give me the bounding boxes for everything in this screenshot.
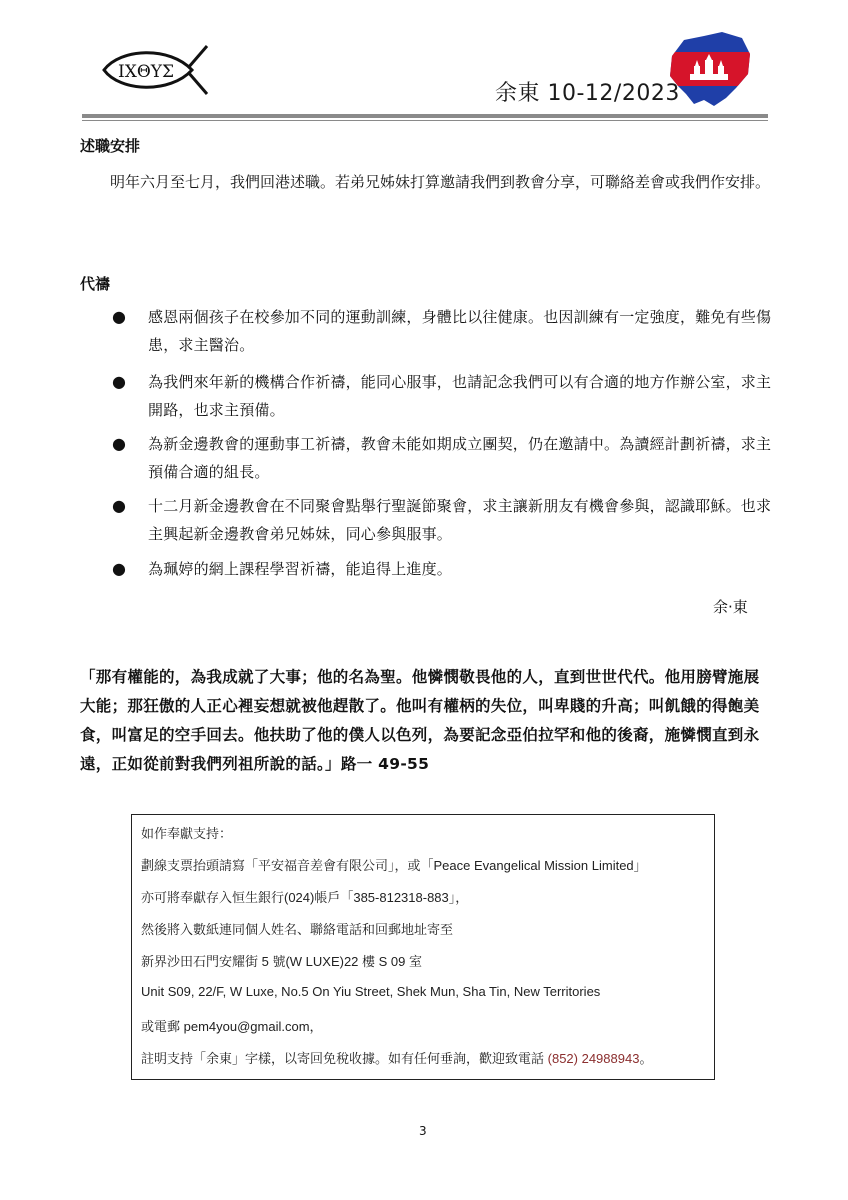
prayer-item-text: 為我們來年新的機構合作祈禱，能同心服事，也請記念我們可以有合適的地方作辦公室，求主開路，也求主預備。 [148,373,772,419]
prayer-item-text: 為珮婷的網上課程學習祈禱，能追得上進度。 [148,560,453,578]
page-number: 3 [419,1124,427,1138]
bullet-icon: ● [112,496,126,515]
prayer-item-text: 十二月新金邊教會在不同聚會點舉行聖誕節聚會，求主讓新朋友有機會參與，認識耶穌。也求主興起新金邊教會弟兄姊妹，同心參與服事。 [148,497,772,543]
address-english: Unit S09, 22/F, W Luxe, No.5 On Yiu Street, Shek Mun, Sha Tin, New Territories [141,984,601,999]
receipt-note [141,1048,652,1067]
bank-account: 亦可將奉獻存入恒生銀行(024)帳戶「385-812318-883」， [141,890,469,905]
ichthys-fish-icon [100,44,210,96]
furlough-paragraph: 明年六月至七月，我們回港述職。若弟兄姊妹打算邀請我們到教會分享，可聯絡差會或我們作安排。 [110,173,771,191]
bullet-icon: ● [112,307,126,326]
donation-intro: 如作奉獻支持： [141,826,233,841]
prayer-item [112,368,772,424]
logo-text: ΙΧΘΥΣ [118,62,174,82]
donation-info-box [131,814,715,1080]
prayer-item [112,430,772,486]
email-line: 或電郵 pem4you@gmail.com， [141,1019,323,1034]
cheque-payee: 劃線支票抬頭請寫「平安福音差會有限公司」，或「Peace Evangelical Mission Limited」 [141,858,647,873]
scripture-quote: 「那有權能的，為我成就了大事；他的名為聖。他憐憫敬畏他的人，直到世世代代。他用膀臂施展大能；那狂傲的人正心裡妄想就被他趕散了。他叫有權柄的失位，叫卑賤的升高；叫飢餓的得飽美食，叫富足的空手回去。他扶助了他的僕人以色列，為要記念亞伯拉罕和他的後裔，施憐憫直到永遠，正如從前對我們列祖所說的話。」路一 49-55 [80,668,760,773]
receipt-note-text: 註明支持「余東」字樣，以寄回免稅收據。如有任何垂詢，歡迎致電話 [141,1051,545,1066]
address-chinese: 新界沙田石門安耀街 5 號(W LUXE)22 樓 S 09 室 [141,954,422,969]
signature: 余‧東 [713,598,748,616]
prayer-item-text: 為新金邊教會的運動事工祈禱，教會未能如期成立團契，仍在邀請中。為讀經計劃祈禱，求主預備合適的組長。 [148,435,772,481]
bullet-icon: ● [112,372,126,391]
bullet-icon: ● [112,434,126,453]
prayer-item [112,555,772,583]
prayer-heading: 代禱 [80,275,111,293]
header-divider [82,114,768,118]
bullet-icon: ● [112,559,126,578]
mailing-instruction: 然後將入數紙連同個人姓名、聯絡電話和回郵地址寄至 [141,922,454,937]
receipt-note-end: 。 [639,1051,653,1066]
header-divider-thin [82,120,768,121]
prayer-item [112,492,772,548]
newsletter-title: 余東 10-12/2023 [495,81,680,106]
furlough-heading: 述職安排 [80,137,141,155]
phone-number: (852) 24988943 [547,1051,640,1066]
prayer-item [112,303,772,359]
prayer-item-text: 感恩兩個孩子在校參加不同的運動訓練，身體比以往健康。也因訓練有一定強度，難免有些傷患，求主醫治。 [148,308,772,354]
